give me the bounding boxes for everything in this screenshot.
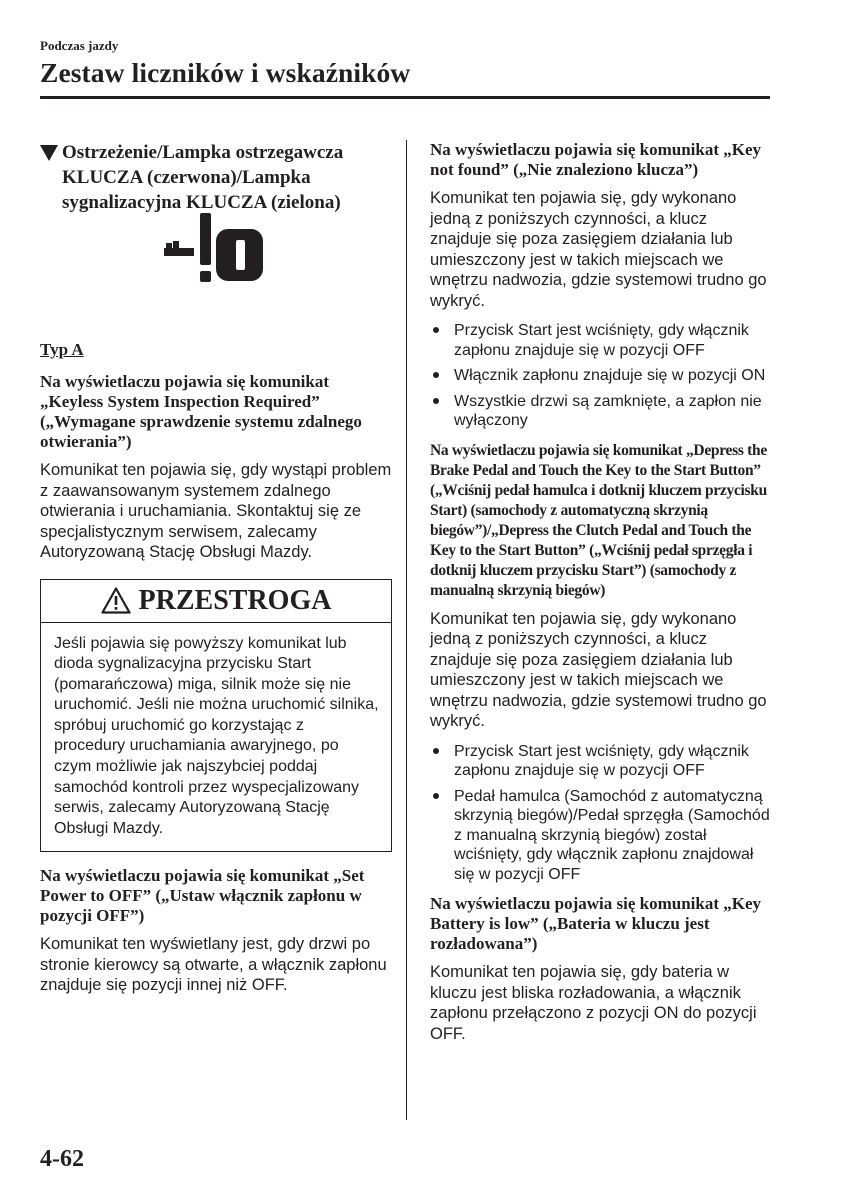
- message-body: Komunikat ten wyświetlany jest, gdy drzwi po stronie kierowcy są otwarte, a włącznik zapłonu znajduje się pozycji innej niż OFF.: [40, 935, 387, 995]
- list-item: [430, 392, 772, 431]
- left-column: [40, 140, 392, 1006]
- list-item: [430, 366, 772, 386]
- bullet-icon: [433, 793, 439, 799]
- page-number: 4-62: [40, 1146, 84, 1172]
- list-item-text: Włącznik zapłonu znajduje się w pozycji ON: [454, 367, 766, 384]
- message-heading: Na wyświetlaczu pojawia się komunikat „Depress the Brake Pedal and Touch the Key to the Start Button” („Wciśnij pedał hamulca i dotknij kluczem przycisku Start) (samochody z automatyczną skrzynią biegów”)/„Depress the Clutch Pedal and Touch the Key to the Start Button” („Wciśnij pedał sprzęgła i dotknij kluczem przycisku Start”) (samochody z manualną skrzynią biegów): [430, 441, 767, 599]
- message-heading: Na wyświetlaczu pojawia się komunikat „Keyless System Inspection Required” („Wymagane sprawdzenie systemu zdalnego otwierania”): [40, 372, 362, 451]
- message-body: Komunikat ten pojawia się, gdy wystąpi problem z zaawansowanym systemem zdalnego otwierania i uruchamiania. Skontaktuj się ze specjalistycznym serwisem, zalecamy Autoryzowaną Stację Obsługi Mazdy.: [40, 461, 392, 561]
- caution-title: PRZESTROGA: [138, 584, 332, 616]
- warning-heading: [40, 140, 392, 215]
- bullet-list: [430, 321, 772, 431]
- right-column: [430, 140, 772, 1054]
- section-label: Podczas jazdy: [40, 38, 119, 53]
- message-body: Komunikat ten pojawia się, gdy wykonano jedną z poniższych czynności, a klucz znajduje się poza zasięgiem działania lub umieszczony jest w takich miejscach we wnętrzu nadwozia, gdzie systemowi trudno go wykryć.: [430, 609, 767, 730]
- message-heading: Na wyświetlaczu pojawia się komunikat „Key Battery is low” („Bateria w kluczu jest rozładowana”): [430, 894, 762, 953]
- warning-triangle-icon: [101, 587, 131, 614]
- list-item-text: Pedał hamulca (Samochód z automatyczną skrzynią biegów)/Pedał sprzęgła (Samochód z manualną skrzynią biegów) został wciśnięty, gdy włącznik zapłonu znajdował się w pozycji OFF: [454, 787, 770, 883]
- bullet-icon: [433, 327, 439, 333]
- list-item: [430, 742, 772, 781]
- caution-body: Jeśli pojawia się powyższy komunikat lub dioda sygnalizacyjna przycisku Start (pomarańczowa) miga, silnik może się nie uruchomić. Jeśli nie można uruchomić silnika, spróbuj uruchomić go korzystając z procedury uruchamiania awaryjnego, po czym możliwie jak najszybciej poddaj samochód kontroli przez wyspecjalizowany serwis, zalecamy Autoryzowaną Stację Obsługi Mazdy.: [54, 634, 379, 837]
- key-warning-icon: [164, 213, 264, 295]
- bullet-icon: [433, 372, 439, 378]
- bullet-list: [430, 742, 772, 885]
- message-heading: Na wyświetlaczu pojawia się komunikat „Key not found” („Nie znaleziono klucza”): [430, 140, 762, 179]
- list-item: [430, 321, 772, 360]
- message-heading: Na wyświetlaczu pojawia się komunikat „Set Power to OFF” („Ustaw włącznik zapłonu w pozycji OFF”): [40, 866, 365, 926]
- message-body: Komunikat ten pojawia się, gdy wykonano jedną z poniższych czynności, a klucz znajduje się poza zasięgiem działania lub umieszczony jest w takich miejscach we wnętrzu nadwozia, gdzie systemowi trudno go wykryć.: [430, 189, 767, 310]
- triangle-down-icon: [40, 145, 58, 161]
- list-item-text: Przycisk Start jest wciśnięty, gdy włącznik zapłonu znajduje się w pozycji OFF: [454, 322, 749, 359]
- bullet-icon: [433, 748, 439, 754]
- list-item-text: Wszystkie drzwi są zamknięte, a zapłon nie wyłączony: [454, 392, 762, 429]
- type-label: Typ A: [40, 340, 84, 359]
- caution-header: [41, 580, 391, 623]
- message-body: Komunikat ten pojawia się, gdy bateria w kluczu jest bliska rozładowania, a włącznik zapłonu przełączono z pozycji ON do pozycji OFF.: [430, 963, 757, 1043]
- list-item-text: Przycisk Start jest wciśnięty, gdy włącznik zapłonu znajduje się w pozycji OFF: [454, 742, 749, 779]
- page-title: Zestaw liczników i wskaźników: [40, 57, 411, 88]
- column-divider: [406, 140, 407, 1120]
- warning-heading-text: Ostrzeżenie/Lampka ostrzegawcza KLUCZA (czerwona)/Lampka sygnalizacyjna KLUCZA (zielona): [62, 142, 344, 213]
- title-rule: [40, 96, 770, 99]
- caution-box: [40, 579, 392, 853]
- key-icon-area: [40, 215, 392, 325]
- list-item: [430, 787, 772, 885]
- bullet-icon: [433, 398, 439, 404]
